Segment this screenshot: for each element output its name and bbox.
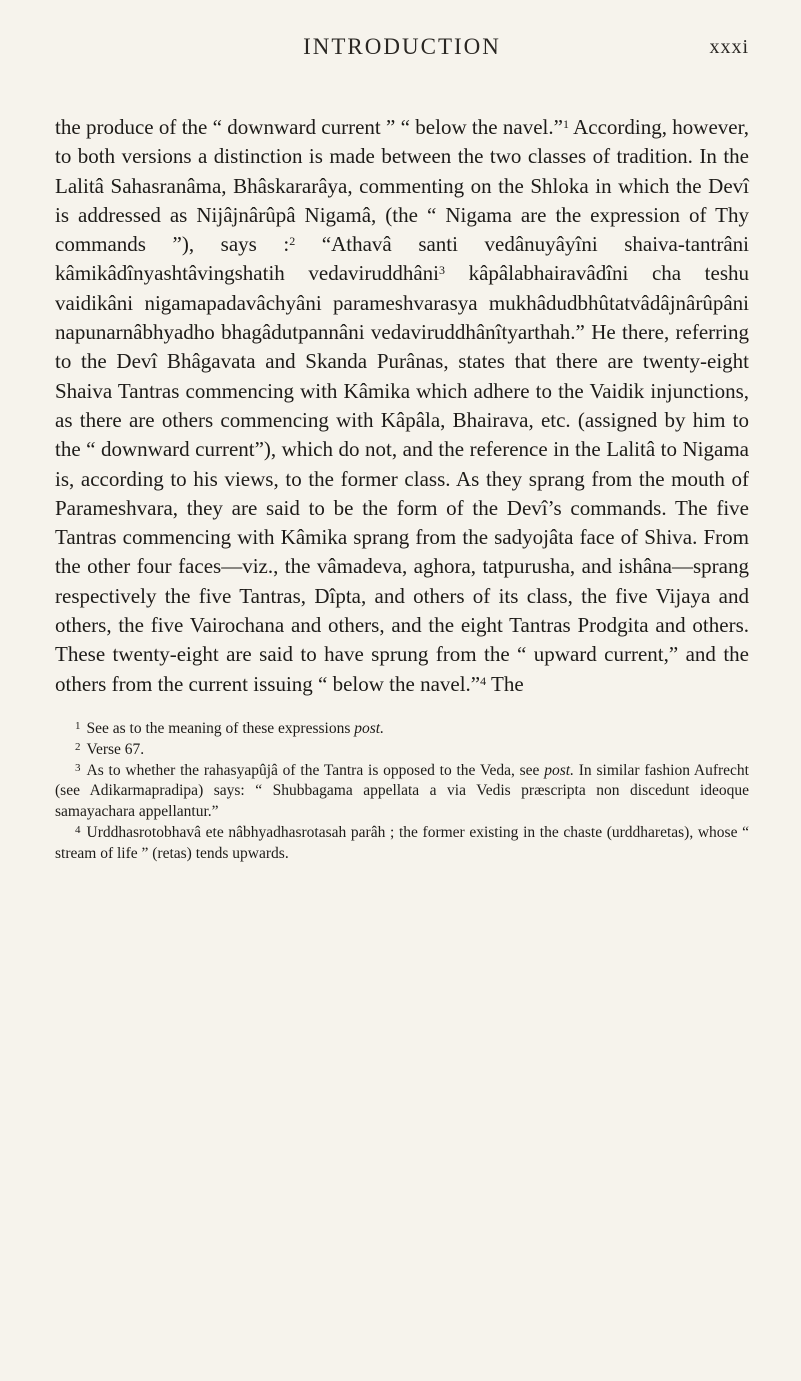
footnote-ref: 2 [289, 234, 296, 249]
page-header [55, 0, 749, 60]
footnote-mark: 1 [75, 719, 81, 732]
footnote-text: Verse 67. [86, 740, 145, 758]
main-text [55, 113, 749, 699]
footnotes [55, 719, 749, 865]
footnote-mark: 2 [75, 740, 81, 753]
footnote-4 [55, 823, 749, 865]
page-number: xxxi [709, 36, 749, 58]
footnote-mark: 4 [75, 823, 81, 836]
footnote-text: See as to the meaning of these expressions [86, 719, 355, 737]
footnote-2 [55, 740, 749, 761]
text-run: The [486, 671, 524, 696]
footnote-1 [55, 719, 749, 740]
body-paragraph [55, 113, 749, 699]
text-run: According, however, to both versions a distinction is made between the two classes of tradition. In the Lalitâ Sahasranâma, Bhâskararâya, commenting on the Shloka in which the Devî is addressed as Nijâjnârûpâ Nigamâ, (the “ Nigama are the expression of Thy commands ”), says : [55, 115, 750, 257]
footnote-ref: 1 [562, 117, 569, 131]
running-head: INTRODUCTION [303, 34, 501, 59]
footnote-italic: post. [354, 719, 384, 737]
footnote-italic: post. [544, 761, 574, 779]
text-run: the produce of the “ downward current ” “ below the navel.” [55, 115, 563, 139]
text-run: kâpâlabhairavâdîni cha teshu vaidikâni nigamapadavâchyâni parameshvarasya mukhâdudbhûtatvâdâjnârûpâni napunarnâbhyadho bhagâdutpannâni vedaviruddhânîtyarthah.” He there, referring to the Devî Bhâgavata and Skanda Purânas, states that there are twenty-eight Shaiva Tantras commencing with Kâmika which adhere to the Vaidik injunctions, as there are others commencing with Kâpâla, Bhairava, etc. (assigned by him to the “ downward current”), which do not, and the reference in the Lalitâ to Nigama is, according to his views, to the former class. As they sprang from the mouth of Parameshvara, they are said to be the form of the Devî’s commands. The five Tantras commencing with Kâmika sprang from the sadyojâta face of Shiva. From the other four faces—viz., the vâmadeva, aghora, tatpurusha, and ishâna—sprang respectively the five Tantras, Dîpta, and others of its class, the five Vijaya and others, the five Vairochana and others, and the eight Tantras Prodgita and others. These twenty-eight are said to have sprung from the “ upward current,” and the others from the current issuing “ below the navel.” [55, 261, 749, 696]
footnote-text: In similar fashion Aufrecht (see Adikarmapradipa) says: “ Shubbagama appellata a via Vedis præscripta non discedunt ideoque samayachara appellantur.” [55, 761, 749, 821]
text-run: “Athavâ santi vedânuyâyîni shaiva-tantrâni kâmikâdînyashtâvingshatih vedaviruddhâni [55, 232, 750, 286]
footnote-ref: 4 [480, 673, 487, 688]
footnote-text: As to whether the rahasyapûjâ of the Tantra is opposed to the Veda, see [86, 761, 545, 779]
footnote-3 [55, 761, 749, 823]
footnote-mark: 3 [75, 761, 81, 774]
footnote-text: Urddhasrotobhavâ ete nâbhyadhasrotasah parâh ; the former existing in the chaste (urddharetas), whose “ stream of life ” (retas) tends upwards. [55, 823, 749, 862]
footnote-ref: 3 [439, 263, 446, 278]
